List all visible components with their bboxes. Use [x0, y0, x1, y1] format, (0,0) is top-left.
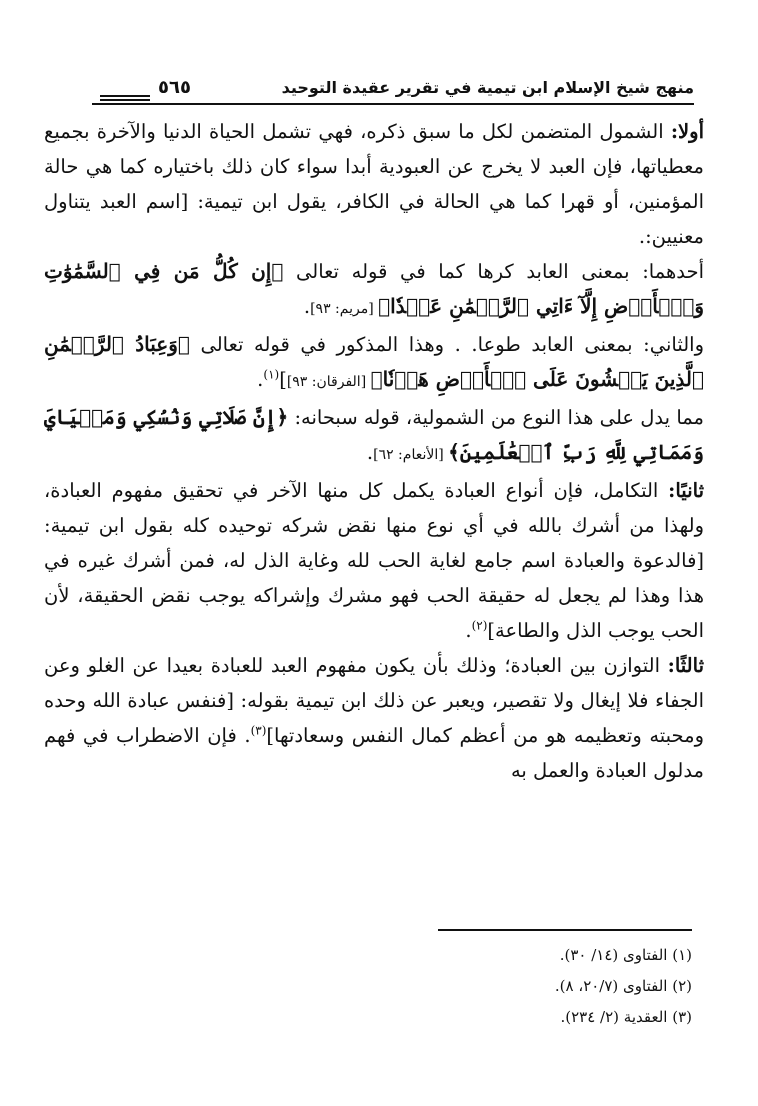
paragraph-lead: ثالثًا:: [667, 654, 704, 677]
paragraph-text: التوازن بين العبادة؛ وذلك بأن يكون مفهوم العبد للعبادة بعيدا عن الغلو وعن الجفاء فلا إيغال ولا تقصير، ويعبر عن ذلك ابن تيمية بقوله: [فنفس عبادة الله وحده ومحبته وتعظيمه هو من أعظم كمال النفس وسعادتها]: [44, 654, 704, 747]
paragraph-text: التكامل، فإن أنواع العبادة يكمل كل منها الآخر في تحقيق مفهوم العبادة، ولهذا من أشرك بالله في أي نوع منها نقض شركه توحيده كله بقول ابن تيمية: [فالدعوة والعبادة اسم جامع لغاية الحب لله وغاية الذل له، فمن أشرك غيره في هذا وهذا لم يجعل له حقيقة الحب فهو مشرك وإشراكه يوجب نقض الحقيقة، لأن الحب يوجب الذل والطاعة]: [44, 479, 704, 642]
body-text: [44, 114, 704, 788]
running-header: [92, 78, 694, 100]
header-rule: [92, 103, 694, 105]
paragraph-lead: أولا:: [670, 120, 704, 143]
footnote-rule: [438, 929, 692, 931]
paragraph-end: . فإن الاضطراب في فهم مدلول العبادة والعمل به: [44, 724, 704, 782]
paragraph-lead: ثانيًا:: [668, 479, 704, 502]
paragraph-text: مما يدل على هذا النوع من الشمولية، قوله سبحانه:: [288, 406, 704, 429]
page-number-rule-top: [100, 95, 150, 97]
paragraph-end: .: [465, 619, 472, 642]
page-number-rule-bottom: [100, 99, 150, 101]
verse-reference: [الفرقان: ٩٣]: [286, 374, 371, 390]
footnote-marker: (٢): [471, 618, 488, 633]
paragraph-meaning-two: [44, 327, 704, 400]
page-number: ٥٦٥: [158, 77, 191, 98]
paragraph-text: والثاني: بمعنى العابد طوعا. . وهذا المذكور في قوله تعالى: [189, 333, 704, 356]
verse-reference: [الأنعام: ٦٢]: [373, 447, 449, 463]
verse-reference: [مريم: ٩٣]: [310, 301, 379, 317]
paragraph-first: [44, 114, 704, 254]
quran-verse: ﴿إِن كُلُّ مَن فِي ٱلسَّمَٰوَٰتِ وَٱلۡأَرۡضِ إِلَّآ ءَاتِي ٱلرَّحۡمَٰنِ عَبۡدٗا﴾: [44, 259, 704, 318]
footnotes: [392, 940, 692, 1033]
paragraph-meaning-one: [44, 254, 704, 327]
quran-verse: ﴿إِنَّ صَلَاتِي وَنُسُكِي وَمَحۡيَايَ وَمَمَاتِي لِلَّهِ رَبِّ ٱلۡعَٰلَمِينَ﴾: [44, 405, 704, 464]
paragraph-second: [44, 473, 704, 648]
paragraph-comprehensiveness: [44, 400, 704, 473]
paragraph-text: أحدهما: بمعنى العابد كرها كما في قوله تعالى: [283, 260, 704, 283]
paragraph-end: .: [366, 441, 374, 464]
footnote-marker: (٣): [250, 723, 267, 738]
footnote-1: (١) الفتاوى (١٤/ ٣٠).: [559, 946, 692, 964]
footnote-2: (٢) الفتاوى (٢٠/٧، ٨).: [554, 977, 692, 995]
paragraph-text: الشمول المتضمن لكل ما سبق ذكره، فهي تشمل الحياة الدنيا والآخرة بجميع معطياتها، فإن العبد لا يخرج عن العبودية أبدا سواء كان ذلك باختياره كما هي حالة المؤمنين، أو قهرا كما هي الحالة في الكافر، يقول ابن تيمية: [اسم العبد يتناول معنيين:.: [44, 120, 704, 248]
paragraph-third: [44, 648, 704, 788]
footnote-marker: (١): [263, 367, 280, 382]
footnote-3: (٣) العقدية (٢/ ٢٣٤).: [560, 1008, 692, 1026]
paragraph-end: .: [257, 368, 264, 391]
bracket-close: ]: [279, 368, 287, 391]
header-title: منهج شيخ الإسلام ابن تيمية في تقرير عقيدة التوحيد: [281, 78, 694, 97]
paragraph-end: .: [303, 295, 311, 318]
quran-verse: ﴿وَعِبَادُ ٱلرَّحۡمَٰنِ ٱلَّذِينَ يَمۡشُونَ عَلَى ٱلۡأَرۡضِ هَوۡنٗا﴾: [44, 332, 704, 391]
